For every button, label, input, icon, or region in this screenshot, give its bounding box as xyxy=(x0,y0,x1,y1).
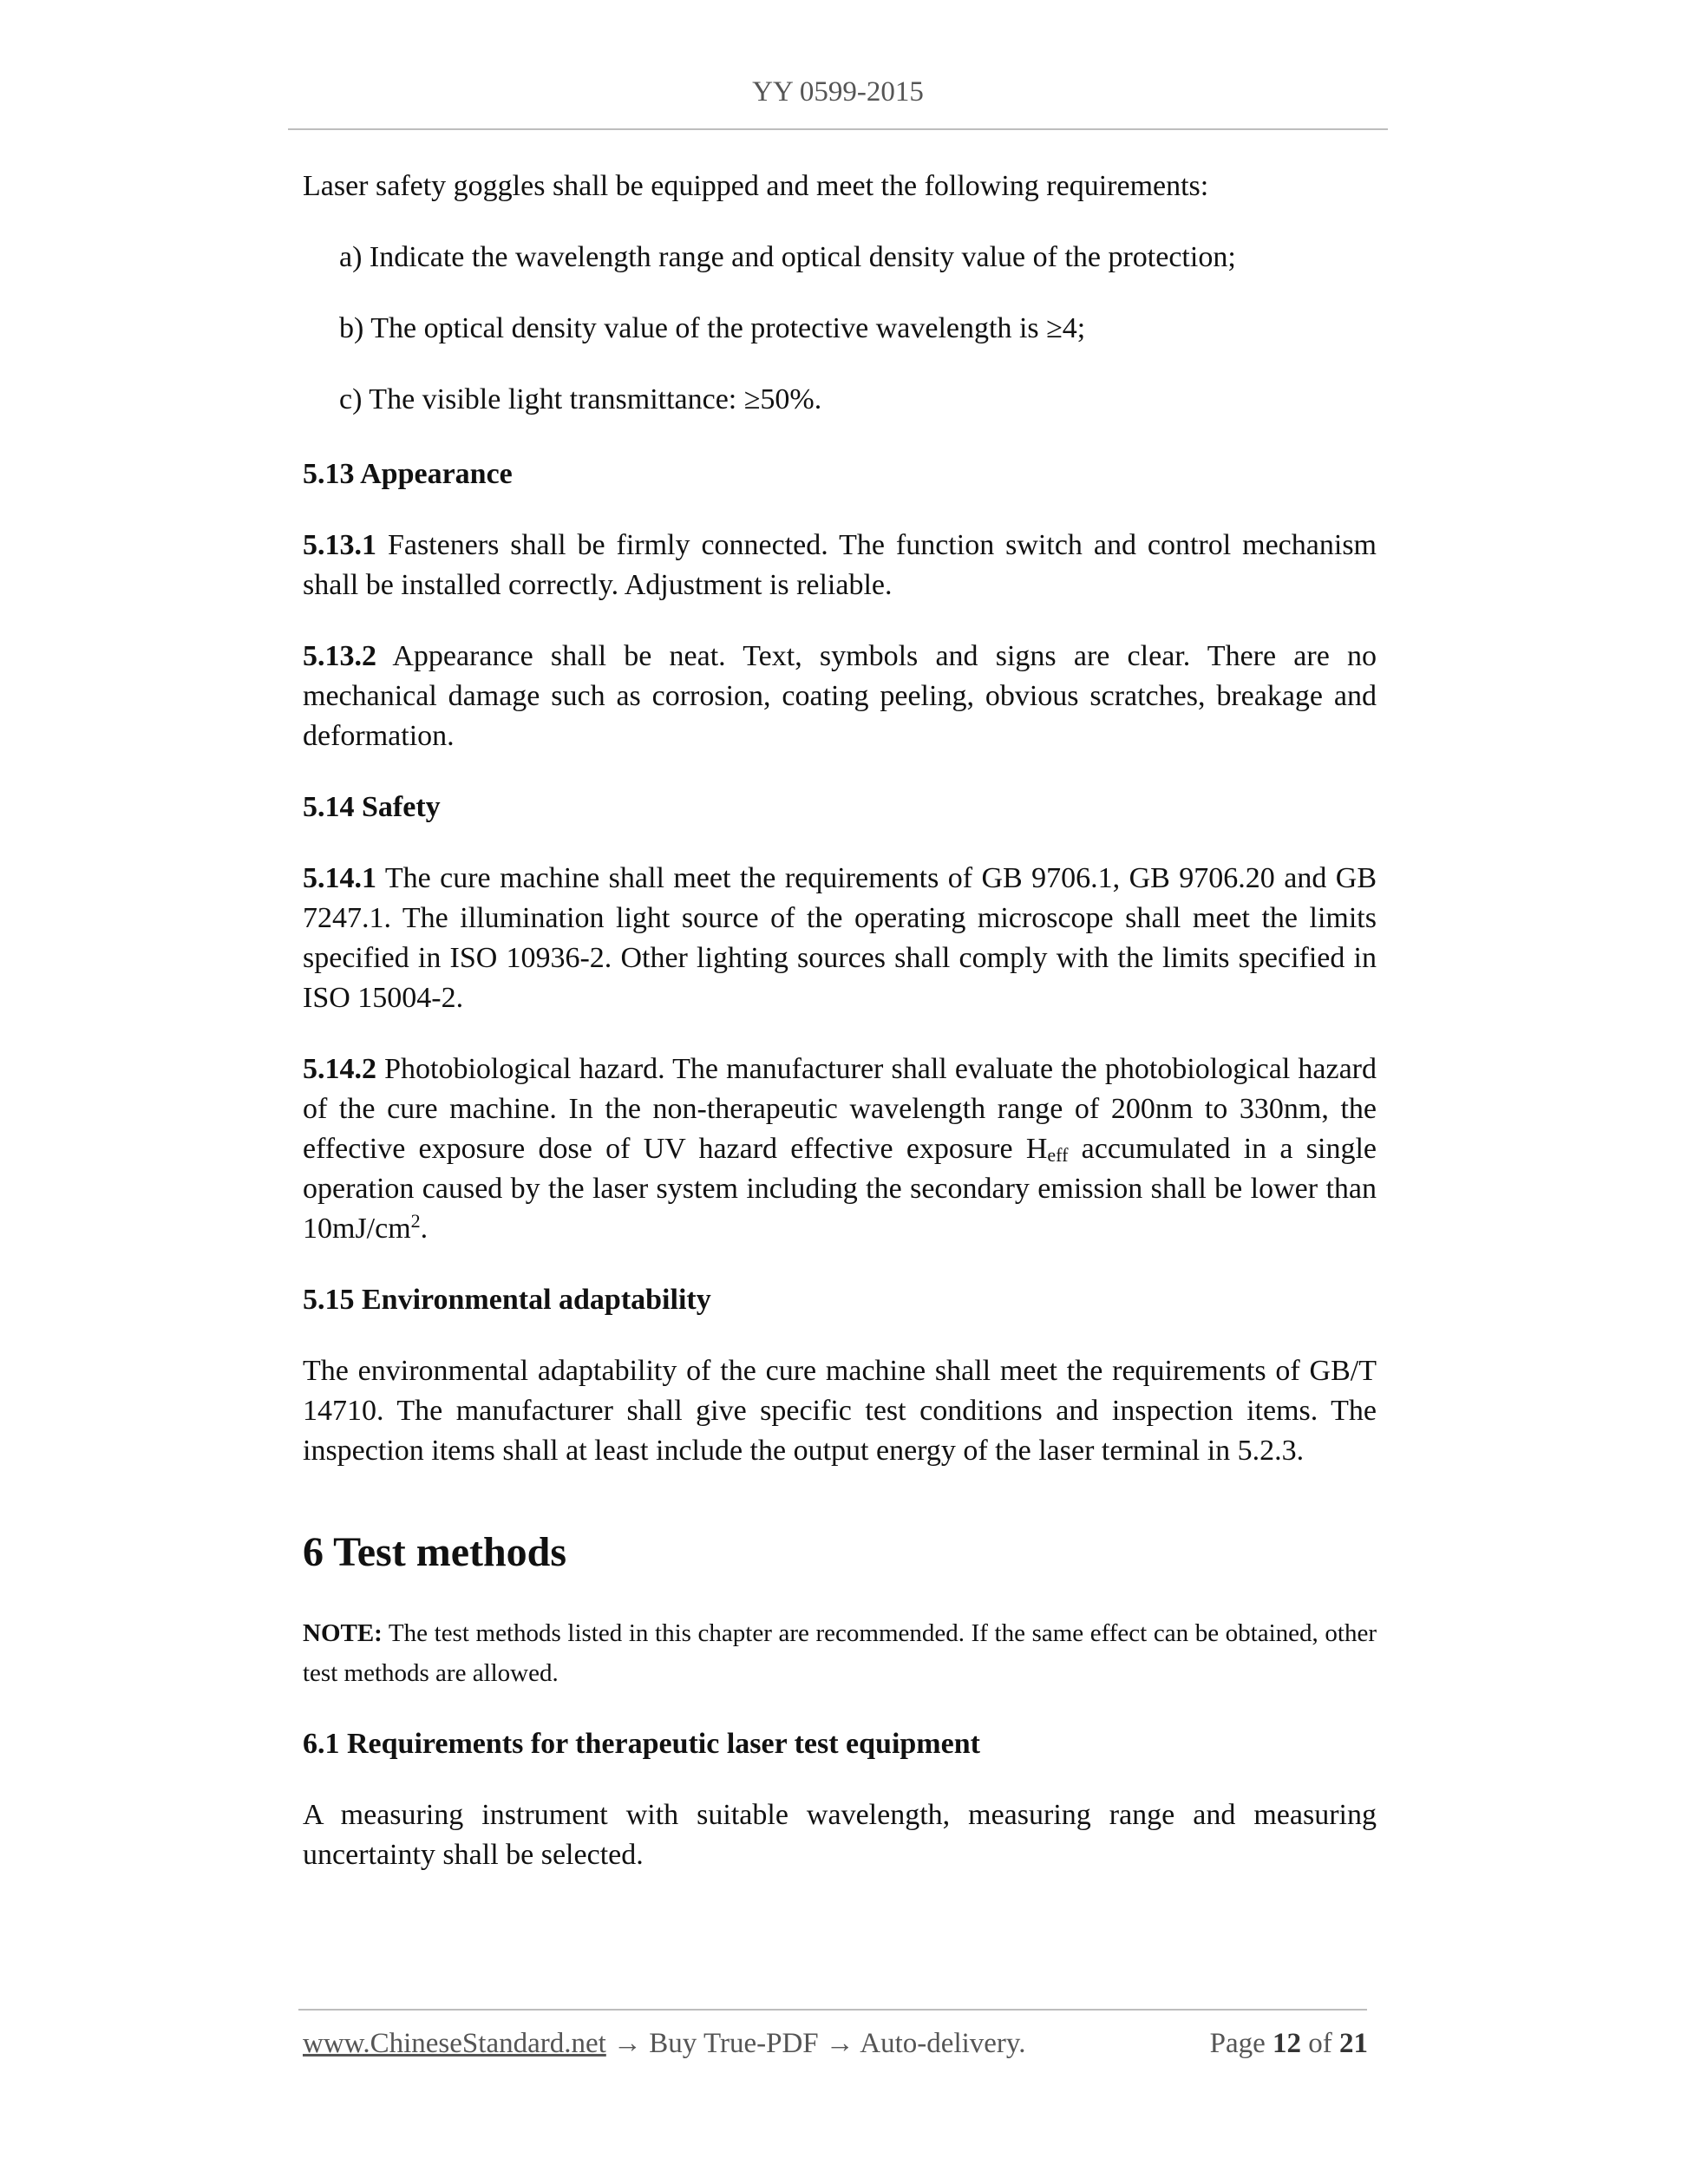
section-5-15-heading: 5.15 Environmental adaptability xyxy=(303,1284,711,1316)
clause-number: 5.14.1 xyxy=(303,862,376,894)
subscript-eff: eff xyxy=(1047,1144,1069,1166)
of-label: of xyxy=(1301,2028,1339,2059)
clause-text: Appearance shall be neat. Text, symbols and signs are clear. There are no mechanical damage such as corrosion, coating peeling, obvious scratches, breakage and deformation. xyxy=(303,640,1377,752)
list-item-b: b) The optical density value of the protective wavelength is ≥4; xyxy=(339,312,1086,344)
site-link[interactable]: www.ChineseStandard.net xyxy=(303,2028,606,2059)
note-text: The test methods listed in this chapter are recommended. If the same effect can be obtained, other test methods are allowed. xyxy=(303,1619,1377,1687)
page-number: 12 xyxy=(1273,2028,1301,2059)
note-label: NOTE: xyxy=(303,1619,383,1647)
clause-number: 5.13.2 xyxy=(303,640,376,672)
list-item-c: c) The visible light transmittance: ≥50%. xyxy=(339,383,822,415)
clause-text: The cure machine shall meet the requirements of GB 9706.1, GB 9706.20 and GB 7247.1. The illumination light source of the operating microscope shall meet the limits specified in ISO 10936-2. Other lighting sources shall comply with the limits specified in ISO 15004-2. xyxy=(303,862,1377,1014)
clause-text: . xyxy=(420,1213,429,1245)
page-indicator xyxy=(1210,2028,1368,2060)
page-content xyxy=(303,167,1377,1906)
page-header xyxy=(288,76,1388,108)
section-6-1-text: A measuring instrument with suitable wavelength, measuring range and measuring uncertainty shall be selected. xyxy=(303,1799,1377,1871)
page-label: Page xyxy=(1209,2028,1273,2059)
section-5-15-text: The environmental adaptability of the cure machine shall meet the requirements of GB/T 14710. The manufacturer shall give specific test conditions and inspection items. The inspection items shall at least include the output energy of the laser terminal in 5.2.3. xyxy=(303,1355,1377,1467)
footer-tagline: → Buy True-PDF → Auto-delivery. xyxy=(605,2028,1026,2059)
clause-5-14-1 xyxy=(303,859,1377,1018)
clause-text: accumulated in a single operation caused by the laser system including the secondary emission shall be lower than 10mJ/cm xyxy=(303,1133,1377,1245)
clause-5-13-2 xyxy=(303,637,1377,756)
clause-text: Photobiological hazard. The manufacturer shall evaluate the photobiological hazard of the cure machine. In the non-therapeutic wavelength range of 200nm to 330nm, the effective exposure dose of UV hazard effective exposure H xyxy=(303,1053,1377,1165)
chapter-6-heading: 6 Test methods xyxy=(303,1529,567,1575)
header-divider xyxy=(288,128,1388,130)
section-5-13-heading: 5.13 Appearance xyxy=(303,458,513,490)
clause-number: 5.14.2 xyxy=(303,1053,376,1085)
clause-5-14-2 xyxy=(303,1049,1377,1249)
page-total: 21 xyxy=(1339,2028,1368,2059)
page-footer xyxy=(303,2028,1368,2060)
intro-paragraph: Laser safety goggles shall be equipped and meet the following requirements: xyxy=(303,170,1209,202)
section-5-14-heading: 5.14 Safety xyxy=(303,791,441,823)
superscript-2: 2 xyxy=(410,1210,421,1232)
clause-5-13-1 xyxy=(303,526,1377,605)
clause-number: 5.13.1 xyxy=(303,529,376,561)
section-6-1-heading: 6.1 Requirements for therapeutic laser test equipment xyxy=(303,1728,980,1760)
note-paragraph xyxy=(303,1613,1377,1693)
footer-promo xyxy=(303,2028,1026,2060)
document-id: YY 0599-2015 xyxy=(752,76,924,108)
footer-divider xyxy=(298,2009,1367,2011)
list-item-a: a) Indicate the wavelength range and optical density value of the protection; xyxy=(339,241,1236,273)
clause-text: Fasteners shall be firmly connected. The function switch and control mechanism shall be installed correctly. Adjustment is reliable. xyxy=(303,529,1377,601)
